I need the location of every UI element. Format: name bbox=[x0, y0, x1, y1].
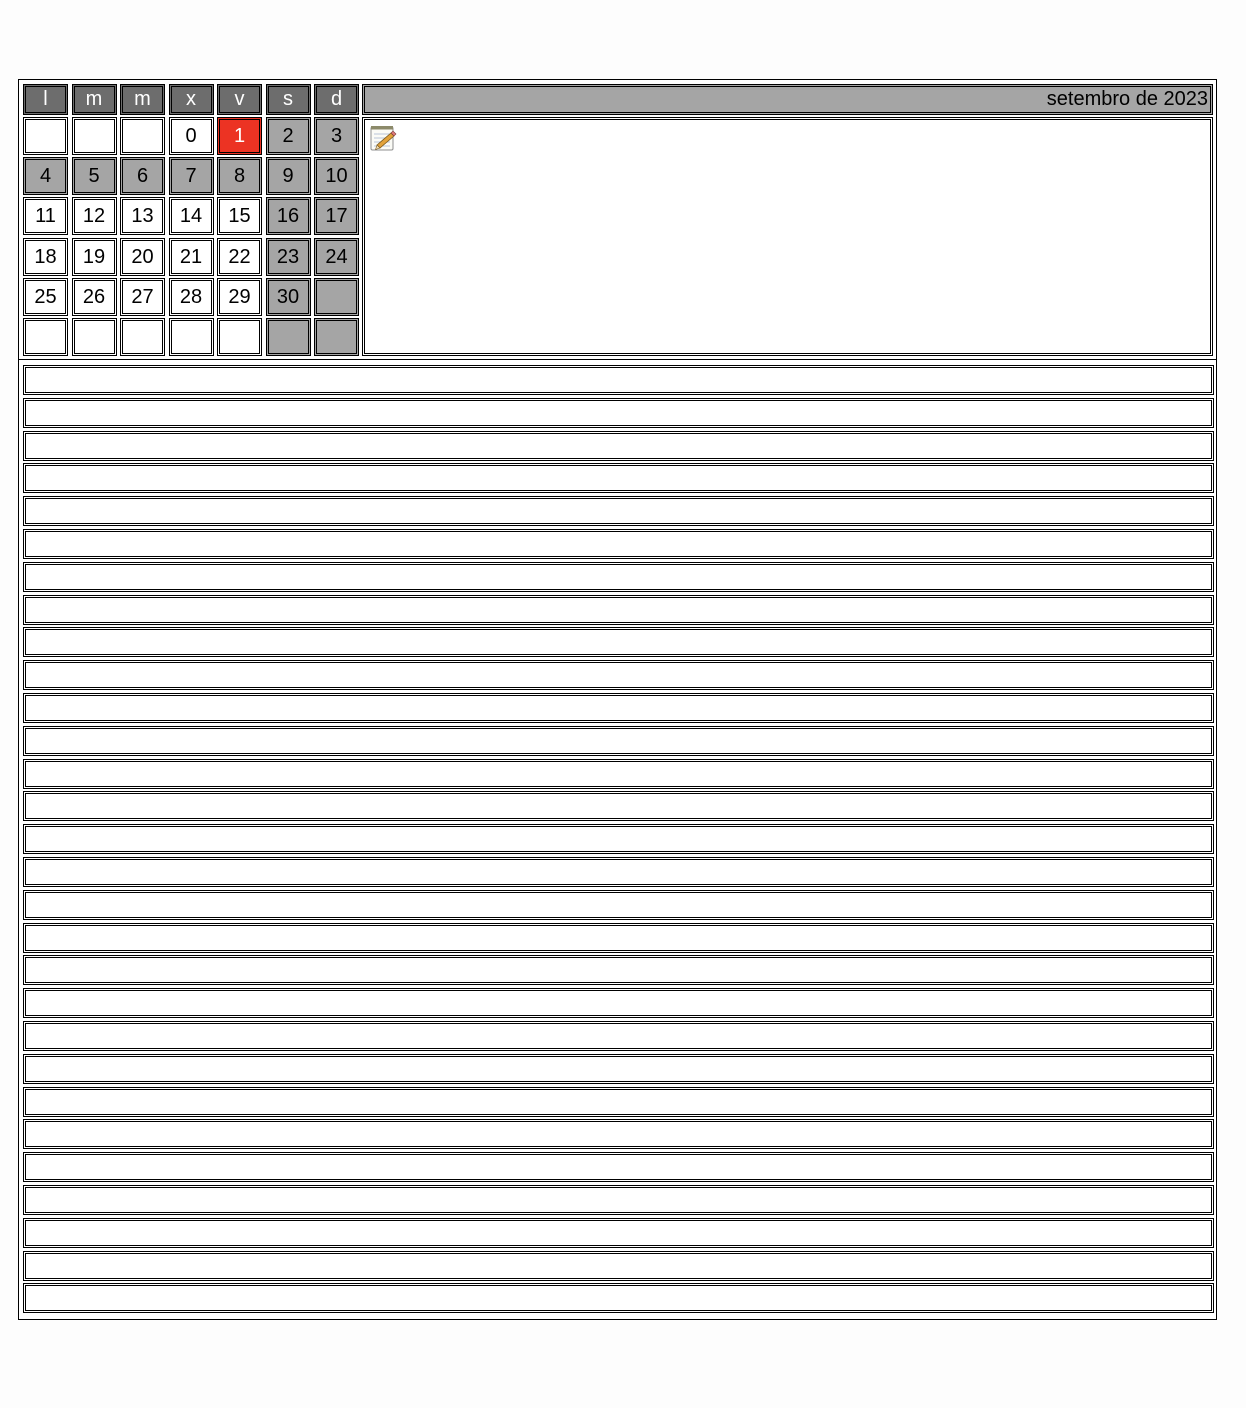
calendar-day[interactable] bbox=[314, 318, 359, 356]
calendar-day[interactable]: 5 bbox=[72, 157, 117, 195]
weekday-header: l bbox=[23, 84, 68, 115]
calendar-day[interactable]: 17 bbox=[314, 197, 359, 235]
calendar-week-row bbox=[23, 318, 363, 356]
note-line[interactable] bbox=[23, 496, 1214, 526]
note-line[interactable] bbox=[23, 365, 1214, 395]
calendar-day[interactable] bbox=[72, 117, 117, 155]
note-line[interactable] bbox=[23, 1021, 1214, 1051]
note-line[interactable] bbox=[23, 988, 1214, 1018]
month-title-bar bbox=[362, 84, 1213, 115]
note-line[interactable] bbox=[23, 398, 1214, 428]
calendar-day[interactable]: 24 bbox=[314, 238, 359, 276]
weekday-header: x bbox=[169, 84, 214, 115]
section-divider bbox=[19, 359, 1216, 360]
top-section bbox=[19, 80, 1216, 359]
note-line[interactable] bbox=[23, 955, 1214, 985]
calendar-day[interactable]: 20 bbox=[120, 238, 165, 276]
calendar-day[interactable] bbox=[314, 278, 359, 316]
note-line[interactable] bbox=[23, 1054, 1214, 1084]
note-line[interactable] bbox=[23, 693, 1214, 723]
calendar-day[interactable]: 29 bbox=[217, 278, 262, 316]
calendar-day[interactable]: 2 bbox=[266, 117, 311, 155]
calendar-day[interactable]: 27 bbox=[120, 278, 165, 316]
calendar-day[interactable]: 11 bbox=[23, 197, 68, 235]
calendar-week-row bbox=[23, 197, 363, 235]
calendar-week-row bbox=[23, 117, 363, 155]
note-line[interactable] bbox=[23, 791, 1214, 821]
calendar-day[interactable]: 0 bbox=[169, 117, 214, 155]
planner-page bbox=[18, 79, 1217, 1320]
calendar-day[interactable]: 21 bbox=[169, 238, 214, 276]
calendar-day[interactable]: 3 bbox=[314, 117, 359, 155]
calendar-week-row bbox=[23, 157, 363, 195]
note-line[interactable] bbox=[23, 923, 1214, 953]
calendar-day[interactable] bbox=[23, 318, 68, 356]
calendar-day[interactable]: 6 bbox=[120, 157, 165, 195]
calendar-day[interactable]: 16 bbox=[266, 197, 311, 235]
calendar-day[interactable]: 14 bbox=[169, 197, 214, 235]
calendar-day[interactable]: 26 bbox=[72, 278, 117, 316]
note-line[interactable] bbox=[23, 857, 1214, 887]
calendar-day[interactable]: 25 bbox=[23, 278, 68, 316]
calendar-day[interactable]: 22 bbox=[217, 238, 262, 276]
calendar-day[interactable] bbox=[217, 318, 262, 356]
calendar-day[interactable]: 30 bbox=[266, 278, 311, 316]
calendar-week-row bbox=[23, 238, 363, 276]
notes-box[interactable] bbox=[362, 117, 1213, 356]
notepad-edit-icon[interactable] bbox=[369, 123, 399, 153]
note-line[interactable] bbox=[23, 562, 1214, 592]
calendar-day[interactable]: 12 bbox=[72, 197, 117, 235]
calendar-day[interactable] bbox=[120, 117, 165, 155]
note-line[interactable] bbox=[23, 1119, 1214, 1149]
weekday-header: s bbox=[266, 84, 311, 115]
weekday-header: d bbox=[314, 84, 359, 115]
calendar-day[interactable] bbox=[72, 318, 117, 356]
calendar-day[interactable]: 19 bbox=[72, 238, 117, 276]
weekday-header-row bbox=[23, 84, 363, 115]
calendar-day[interactable]: 10 bbox=[314, 157, 359, 195]
calendar-day[interactable]: 13 bbox=[120, 197, 165, 235]
note-line[interactable] bbox=[23, 1152, 1214, 1182]
note-line[interactable] bbox=[23, 726, 1214, 756]
note-line[interactable] bbox=[23, 595, 1214, 625]
calendar-day[interactable]: 18 bbox=[23, 238, 68, 276]
calendar-day[interactable]: 15 bbox=[217, 197, 262, 235]
note-line[interactable] bbox=[23, 1251, 1214, 1281]
note-line[interactable] bbox=[23, 890, 1214, 920]
calendar-day[interactable] bbox=[23, 117, 68, 155]
note-line[interactable] bbox=[23, 1218, 1214, 1248]
calendar-day[interactable]: 28 bbox=[169, 278, 214, 316]
calendar-day[interactable]: 9 bbox=[266, 157, 311, 195]
calendar-day[interactable]: 7 bbox=[169, 157, 214, 195]
calendar-week-row bbox=[23, 278, 363, 316]
calendar-day[interactable]: 23 bbox=[266, 238, 311, 276]
calendar-day[interactable]: 4 bbox=[23, 157, 68, 195]
calendar-day[interactable]: 8 bbox=[217, 157, 262, 195]
note-line[interactable] bbox=[23, 1283, 1214, 1313]
note-line[interactable] bbox=[23, 1087, 1214, 1117]
calendar-day[interactable] bbox=[169, 318, 214, 356]
note-line[interactable] bbox=[23, 824, 1214, 854]
note-line[interactable] bbox=[23, 627, 1214, 657]
calendar-day[interactable] bbox=[266, 318, 311, 356]
weekday-header: v bbox=[217, 84, 262, 115]
note-line[interactable] bbox=[23, 529, 1214, 559]
calendar-day-current[interactable]: 1 bbox=[217, 117, 262, 155]
note-line[interactable] bbox=[23, 759, 1214, 789]
note-line[interactable] bbox=[23, 1185, 1214, 1215]
note-line[interactable] bbox=[23, 431, 1214, 461]
weekday-header: m bbox=[72, 84, 117, 115]
weekday-header: m bbox=[120, 84, 165, 115]
calendar-day[interactable] bbox=[120, 318, 165, 356]
month-title: setembro de 2023 bbox=[1046, 88, 1208, 110]
note-line[interactable] bbox=[23, 463, 1214, 493]
note-line[interactable] bbox=[23, 660, 1214, 690]
